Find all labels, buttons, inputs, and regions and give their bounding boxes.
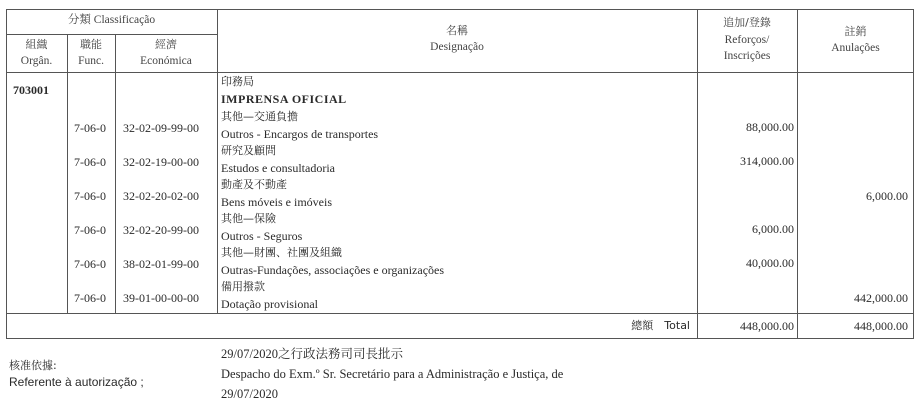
classification-label: 分類 Classificação	[67, 14, 156, 26]
econ-header-pt: Económica	[140, 55, 192, 67]
col-divider-reinforce	[797, 9, 798, 339]
row-name-pt: Outras-Fundações, associações e organizações	[221, 263, 445, 277]
organ-header-pt: Orgân.	[20, 55, 53, 67]
reinforce-header-pt2: Inscrições	[723, 50, 771, 62]
authorization-line-3: 29/07/2020	[221, 387, 278, 401]
row-name-zh: 其他—保險	[221, 212, 276, 225]
row-name-zh: 備用撥款	[221, 280, 265, 293]
col-divider-func	[115, 34, 116, 313]
row-name-zh: 其他—財團、社團及組織	[221, 246, 342, 259]
total-top-line	[6, 313, 914, 314]
annul-header-pt: Anulações	[831, 42, 880, 54]
row-econ: 32-02-20-02-00	[123, 189, 199, 203]
row-name-pt: Outros - Encargos de transportes	[221, 127, 379, 141]
reinforce-header-zh: 追加/登錄	[723, 16, 771, 29]
col-divider-organ	[67, 34, 68, 313]
row-name-pt: Bens móveis e imóveis	[221, 195, 332, 209]
row-econ: 38-02-01-99-00	[123, 257, 199, 271]
designation-header-pt: Designação	[430, 41, 484, 53]
row-func: 7-06-0	[74, 189, 106, 203]
econ-header-zh: 經濟	[155, 38, 177, 51]
row-econ: 32-02-19-00-00	[123, 155, 199, 169]
authorization-label-zh: 核准依據:	[9, 359, 57, 372]
row-reinforce: 314,000.00	[740, 154, 794, 168]
designation-header-zh: 名稱	[446, 24, 468, 37]
row-name-pt: Outros - Seguros	[221, 229, 303, 243]
col-divider-econ	[217, 9, 218, 313]
row-func: 7-06-0	[74, 121, 106, 135]
organ-name-pt: IMPRENSA OFICIAL	[221, 92, 347, 106]
row-func: 7-06-0	[74, 291, 106, 305]
organ-header-zh: 組織	[25, 38, 48, 51]
total-reinforce: 448,000.00	[740, 319, 794, 333]
row-econ: 39-01-00-00-00	[123, 291, 199, 305]
func-header-zh: 職能	[80, 38, 102, 51]
func-header-pt: Func.	[78, 55, 104, 67]
total-annul: 448,000.00	[854, 319, 908, 333]
authorization-line-1: 29/07/2020之行政法務司司長批示	[221, 347, 403, 361]
row-econ: 32-02-20-99-00	[123, 223, 199, 237]
row-name-zh: 其他—交通負擔	[221, 110, 298, 123]
header-bottom-line	[6, 72, 914, 73]
row-func: 7-06-0	[74, 155, 106, 169]
row-name-zh: 動產及不動產	[221, 178, 287, 191]
total-label: 總額 Total	[631, 319, 690, 332]
row-econ: 32-02-09-99-00	[123, 121, 199, 135]
row-reinforce: 6,000.00	[752, 222, 794, 236]
row-annul: 6,000.00	[866, 189, 908, 203]
organ-name-zh: 印務局	[221, 75, 254, 88]
authorization-line-2: Despacho do Exm.º Sr. Secretário para a Administração e Justiça, de	[221, 367, 564, 381]
reinforce-header-pt1: Reforços/	[724, 34, 770, 46]
organ-code: 703001	[13, 83, 49, 97]
row-func: 7-06-0	[74, 223, 106, 237]
row-func: 7-06-0	[74, 257, 106, 271]
classification-subheader-line	[6, 34, 217, 35]
row-reinforce: 88,000.00	[746, 120, 794, 134]
row-reinforce: 40,000.00	[746, 256, 794, 270]
row-name-pt: Dotação provisional	[221, 297, 318, 311]
authorization-label-pt: Referente à autorização ;	[9, 375, 144, 389]
annul-header-zh: 註銷	[844, 25, 867, 38]
row-name-zh: 研究及顧問	[221, 144, 276, 157]
row-name-pt: Estudos e consultadoria	[221, 161, 335, 175]
row-annul: 442,000.00	[854, 291, 908, 305]
